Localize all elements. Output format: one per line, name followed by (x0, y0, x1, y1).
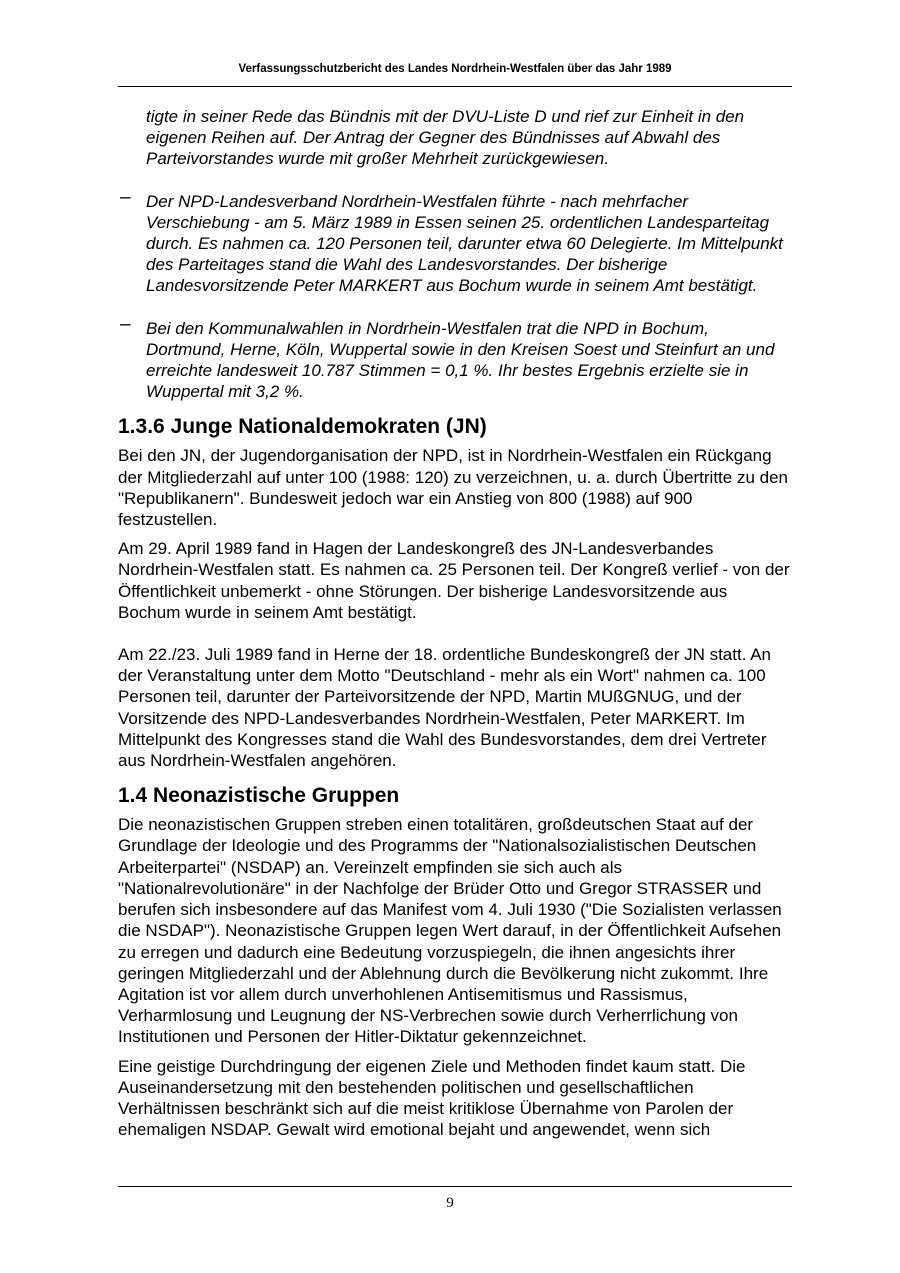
body-paragraph: Am 29. April 1989 fand in Hagen der Landeskongreß des JN-Landesverbandes Nordrhein-Westfalen statt. Es nahmen ca. 25 Personen teil. Der Kongreß verlief - von der Öffentlichkeit unbemerkt - ohne Störungen. Der bisherige Landesvorsitzende aus Bochum wurde in seinem Amt bestätigt. (118, 539, 790, 622)
dash-marker: – (120, 186, 131, 208)
page-number: 9 (446, 1195, 454, 1211)
bullet-item (118, 186, 792, 297)
section-heading-neonazi: 1.4 Neonazistische Gruppen (118, 784, 400, 808)
continuation-paragraph: tigte in seiner Rede das Bündnis mit der DVU-Liste D und rief zur Einheit in den eigenen Reihen auf. Der Antrag der Gegner des Bündnisses auf Abwahl des Parteivorstandes wurde mit großer Mehrheit zurückgewiesen. (146, 107, 745, 169)
body-paragraph: Die neonazistischen Gruppen streben einen totalitären, großdeutschen Staat auf der Grundlage der Ideologie und des Programms der "Nationalsozialistischen Deutschen Arbeiterpartei" (NSDAP) an. Vereinzelt empfinden sie sich auch als "Nationalrevolutionäre" in der Nachfolge der Brüder Otto und Gregor STRASSER und berufen sich insbesondere auf das Manifest vom 4. Juli 1930 ("Die Sozialisten verlassen die NSDAP"). Neonazistische Gruppen legen Wert darauf, in der Öffentlichkeit Aufsehen zu erregen und dadurch eine Bedeutung vorzuspiegeln, die ihnen angesichts ihrer geringen Mitgliederzahl und der Ablehnung durch die Bevölkerung nicht zukommt. Ihre Agitation ist vor allem durch unverhohlenen Antisemitismus und Rassismus, Verharmlosung und Leugnung der NS-Verbrechen sowie durch Verherrlichung von Institutionen und Personen der Hitler-Diktatur gekennzeichnet. (118, 815, 782, 1047)
bullet-text: Der NPD-Landesverband Nordrhein-Westfalen führte - nach mehrfacher Verschiebung - am 5. März 1989 in Essen seinen 25. ordentlichen Landesparteitag durch. Es nahmen ca. 120 Personen teil, darunter etwa 60 Delegierte. Im Mittelpunkt des Parteitages stand die Wahl des Landesvorstandes. Der bisherige Landesvorsitzende Peter MARKERT aus Bochum wurde in seinem Amt bestätigt. (146, 191, 783, 296)
running-header: Verfassungsschutzbericht des Landes Nordrhein-Westfalen über das Jahr 1989 (238, 63, 672, 75)
page-body (118, 106, 792, 1140)
footer-rule (118, 1186, 792, 1187)
header-rule (118, 86, 792, 87)
body-paragraph: Bei den JN, der Jugendorganisation der NPD, ist in Nordrhein-Westfalen ein Rückgang der Mitgliederzahl auf unter 100 (1988: 120) zu verzeichnen, u. a. durch Übertritte zu den "Republikanern". Bundesweit jedoch war ein Anstieg von 800 (1988) auf 900 festzustellen. (118, 446, 788, 530)
body-paragraph: Eine geistige Durchdringung der eigenen Ziele und Methoden findet kaum statt. Die Auseinandersetzung mit den bestehenden politischen und gesellschaftlichen Verhältnissen beschränkt sich auf die meist kritiklose Übernahme von Parolen der ehemaligen NSDAP. Gewalt wird emotional bejaht und angewendet, wenn sich (118, 1056, 746, 1140)
body-paragraph: Am 22./23. Juli 1989 fand in Herne der 18. ordentliche Bundeskongreß der JN statt. An der Veranstaltung unter dem Motto "Deutschland - mehr als ein Wort" nahmen ca. 100 Personen teil, darunter der Parteivorsitzende der NPD, Martin MUßGNUG, und der Vorsitzende des NPD-Landesverbandes Nordrhein-Westfalen, Peter MARKERT. Im Mittelpunkt des Kongresses stand die Wahl des Bundesvorstandes, dem drei Vertreter aus Nordrhein-Westfalen angehören. (118, 645, 771, 771)
bullet-item (118, 313, 792, 403)
bullet-text: Bei den Kommunalwahlen in Nordrhein-Westfalen trat die NPD in Bochum, Dortmund, Herne, Köln, Wuppertal sowie in den Kreisen Soest und Steinfurt an und erreichte landesweit 10.787 Stimmen = 0,1 %. Ihr bestes Ergebnis erzielte sie in Wuppertal mit 3,2 %. (146, 318, 775, 402)
section-heading-jn: 1.3.6 Junge Nationaldemokraten (JN) (118, 415, 487, 439)
dash-marker: – (120, 313, 131, 335)
